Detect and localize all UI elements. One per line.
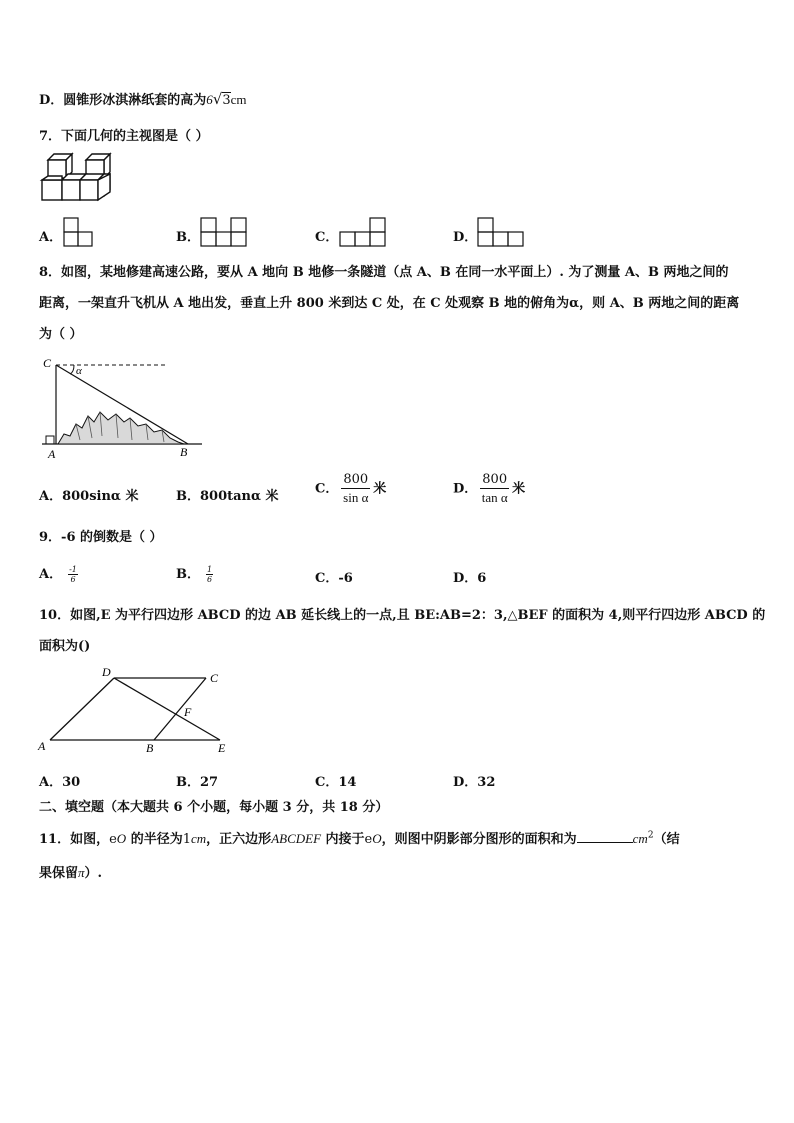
q9-option-a-num: -1 [69,565,77,574]
q9-option-c[interactable]: C．-6 [315,571,353,586]
q10-figure [34,662,240,758]
q11-area-exp: 2 [647,830,654,841]
q8-option-c-label: C． [315,481,339,497]
q6-option-d-coef: 6 [206,92,213,107]
label-f: F [184,705,192,719]
q9-option-b[interactable] [176,563,213,584]
q9-option-b-fraction [206,565,213,584]
right-angle-mark [46,436,54,444]
label-b: B [146,741,154,755]
q7-option-c[interactable] [315,226,338,245]
q9-option-b-den: 6 [207,575,213,584]
section-title: 二、填空题（本大题共 6 个小题，每小题 3 分，共 18 分） [39,800,389,815]
q10-option-a[interactable]: A．30 [39,775,81,790]
q7-option-d[interactable] [453,226,477,245]
segment-da [50,678,114,740]
q10-option-d[interactable]: D．32 [453,775,496,790]
q8-option-a[interactable]: A．800sinα 米 [39,489,139,504]
q11-hexagon-name: ABCDEF [271,831,322,846]
q8-stem-line3: 为（ ） [39,327,83,342]
segment-de [114,678,220,740]
q7-option-c-label: C． [315,230,339,245]
q8-option-c-num: 800 [343,472,369,487]
q8-option-d-den: tan α [481,490,508,505]
label-e: E [218,741,226,755]
label-a: A [48,447,56,461]
label-b: B [180,445,188,459]
q7-option-a-label: A． [39,230,63,245]
q9-option-a[interactable] [39,563,78,584]
q8-stem-line1: 8．如图，某地修建高速公路，要从 A 地向 B 地修一条隧道（点 A、B 在同一水平面上）. 为了测量 A、B 两地之间的 [39,265,729,280]
q8-option-d-fraction [480,472,509,506]
q11-line1: 11．如图，eO 的半径为1cm，正六边形ABCDEF 内接于eO，则图中阴影部分图形的面积和为 $cm^2$（结 [39,830,680,847]
q8-option-b[interactable]: B．800tanα 米 [176,489,279,504]
q10-stem-line2: 面积为() [39,639,91,654]
q8-option-c-den: sin α [343,490,369,505]
q7-option-b-label: B． [176,230,200,245]
q7-option-d-label: D． [453,230,478,245]
q11-unit: cm [191,831,207,846]
q7-option-b[interactable] [176,226,200,245]
label-c: C [210,671,219,685]
q7-option-a-view [63,217,95,247]
q7-3d-figure [38,150,118,208]
q9-option-a-den: 6 [70,575,76,584]
q10-option-c[interactable]: C．14 [315,775,357,790]
q7-option-a[interactable] [39,226,62,245]
q9-option-a-label: A． [39,567,63,582]
circle-symbol-2: e [364,832,373,847]
answer-blank[interactable] [577,830,633,843]
q11-o1: O [116,831,127,846]
q8-option-c-fraction [341,472,370,506]
q8-option-d-unit: 米 [512,481,526,497]
q6-option-d-unit: cm [230,92,247,107]
q8-stem-line2: 距离，一架直升飞机从 A 地出发，垂直上升 800 米到达 C 处，在 C 处观察 B 地的俯角为α，则 A、B 两地之间的距离 [39,296,740,311]
segment-cb [154,678,206,740]
q7-option-b-view [200,217,248,247]
q6-option-d [39,89,247,108]
q10-option-b[interactable]: B．27 [176,775,219,790]
q11-radius: 1 [182,832,191,847]
q8-option-d-num: 800 [482,472,508,487]
q9-option-a-fraction [68,565,78,584]
q9-option-b-label: B． [176,567,200,582]
angle-arc [70,365,74,374]
q8-figure [38,350,208,462]
q11-line2: 果保留π）. [39,865,103,881]
label-a: A [38,739,46,753]
q9-option-b-num: 1 [207,565,213,574]
q7-option-d-view [477,217,525,247]
q11-area-unit: cm [632,831,648,846]
pi-symbol: π [78,865,85,880]
q7-option-c-view [339,217,387,247]
q10-stem-line1: 10．如图,E 为平行四边形 ABCD 的边 AB 延长线上的一点,且 BE:AB=2：3,△BEF 的面积为 4,则平行四边形 ABCD 的 [39,608,766,623]
q6-option-d-text: 圆锥形冰淇淋纸套的高为 [63,93,207,108]
q8-option-d-label: D． [453,481,478,497]
q6-option-d-radicand: 3 [222,93,231,108]
q7-stem: 7．下面几何的主视图是（ ） [39,129,209,144]
sqrt-symbol: √ [212,90,223,108]
label-d: D [102,665,111,679]
label-alpha: α [76,365,82,377]
label-c: C [43,356,52,370]
q8-option-c[interactable] [315,472,386,506]
circle-symbol-1: e [109,832,117,847]
q6-option-d-label: D． [39,93,64,108]
q11-o2: O [372,831,382,846]
q8-option-c-unit: 米 [373,481,387,497]
q9-stem: 9．-6 的倒数是（ ） [39,530,163,545]
q9-option-d[interactable]: D．6 [453,571,487,586]
q8-option-d[interactable] [453,472,525,506]
